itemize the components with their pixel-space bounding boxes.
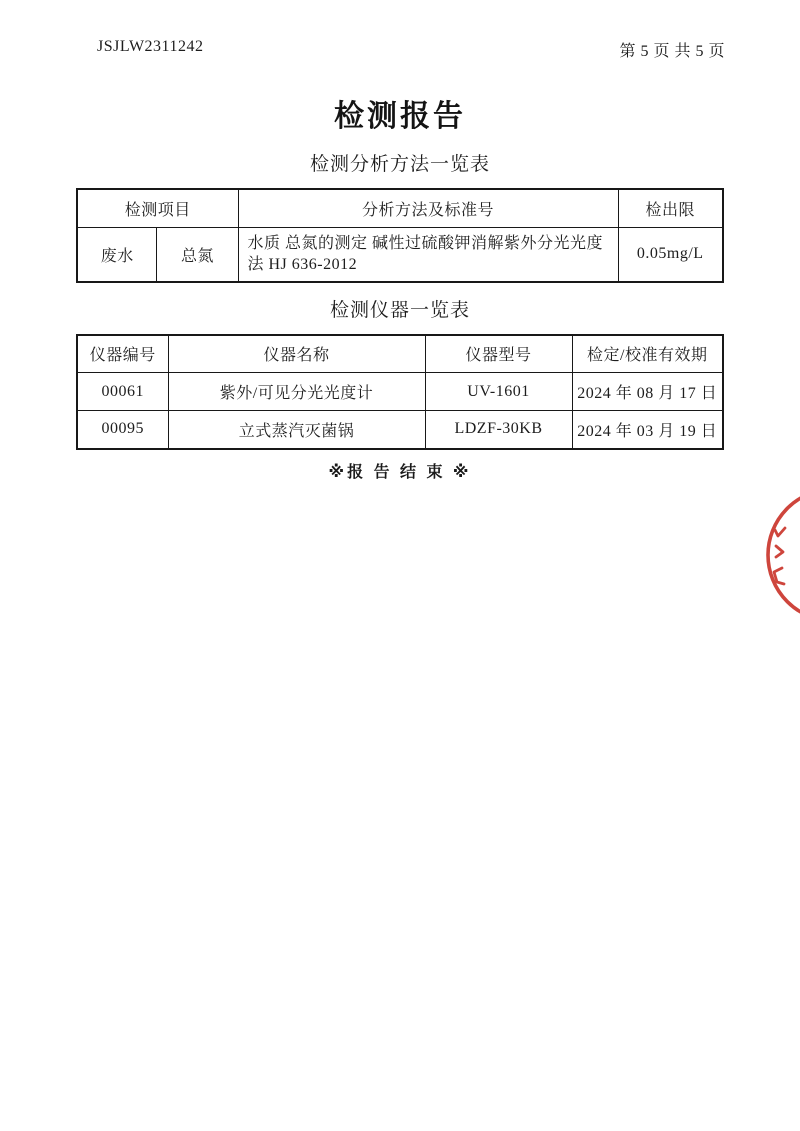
sample-type-cell: 废水 xyxy=(77,227,157,282)
instrument-table-col-model: 仪器型号 xyxy=(425,335,572,373)
instrument-table xyxy=(76,334,724,450)
method-table xyxy=(76,188,724,283)
instrument-table-row xyxy=(77,411,723,449)
report-title: 检测报告 xyxy=(334,100,466,133)
method-table-header-row xyxy=(77,189,723,227)
page-indicator: 第 5 页 共 5 页 xyxy=(619,43,725,60)
instrument-table-row xyxy=(77,373,723,411)
instrument-id-cell: 00095 xyxy=(77,411,168,449)
detection-limit-cell: 0.05mg/L xyxy=(618,227,723,282)
page-header xyxy=(0,0,800,61)
instrument-validity-cell: 2024 年 08 月 17 日 xyxy=(572,373,723,411)
report-end-marker: ※报 告 结 束 ※ xyxy=(328,463,472,481)
method-table-col-limit: 检出限 xyxy=(618,189,723,227)
instrument-name-cell: 立式蒸汽灭菌锅 xyxy=(168,411,425,449)
method-table-col-item: 检测项目 xyxy=(77,189,238,227)
instrument-validity-cell: 2024 年 03 月 19 日 xyxy=(572,411,723,449)
stamp-arc xyxy=(768,492,800,621)
instrument-name-cell: 紫外/可见分光光度计 xyxy=(168,373,425,411)
parameter-cell: 总氮 xyxy=(157,227,238,282)
instrument-table-col-validity: 检定/校准有效期 xyxy=(572,335,723,373)
method-table-row xyxy=(77,227,723,282)
official-stamp xyxy=(740,492,800,652)
method-standard-cell xyxy=(238,227,618,282)
instrument-id-cell: 00061 xyxy=(77,373,168,411)
instrument-table-col-name: 仪器名称 xyxy=(168,335,425,373)
method-standard-line1: 水质 总氮的测定 碱性过硫酸钾消解紫外分光光度 xyxy=(247,234,604,252)
stamp-glyphs xyxy=(774,528,785,584)
instrument-section-title: 检测仪器一览表 xyxy=(329,299,470,321)
instrument-model-cell: LDZF-30KB xyxy=(425,411,572,449)
report-code: JSJLW2311242 xyxy=(97,38,204,55)
instrument-table-col-id: 仪器编号 xyxy=(77,335,168,373)
method-table-col-method: 分析方法及标准号 xyxy=(238,189,618,227)
method-section-title: 检测分析方法一览表 xyxy=(309,154,490,175)
instrument-model-cell: UV-1601 xyxy=(425,373,572,411)
instrument-table-header-row xyxy=(77,335,723,373)
method-standard-line2: 法 HJ 636-2012 xyxy=(247,256,358,274)
